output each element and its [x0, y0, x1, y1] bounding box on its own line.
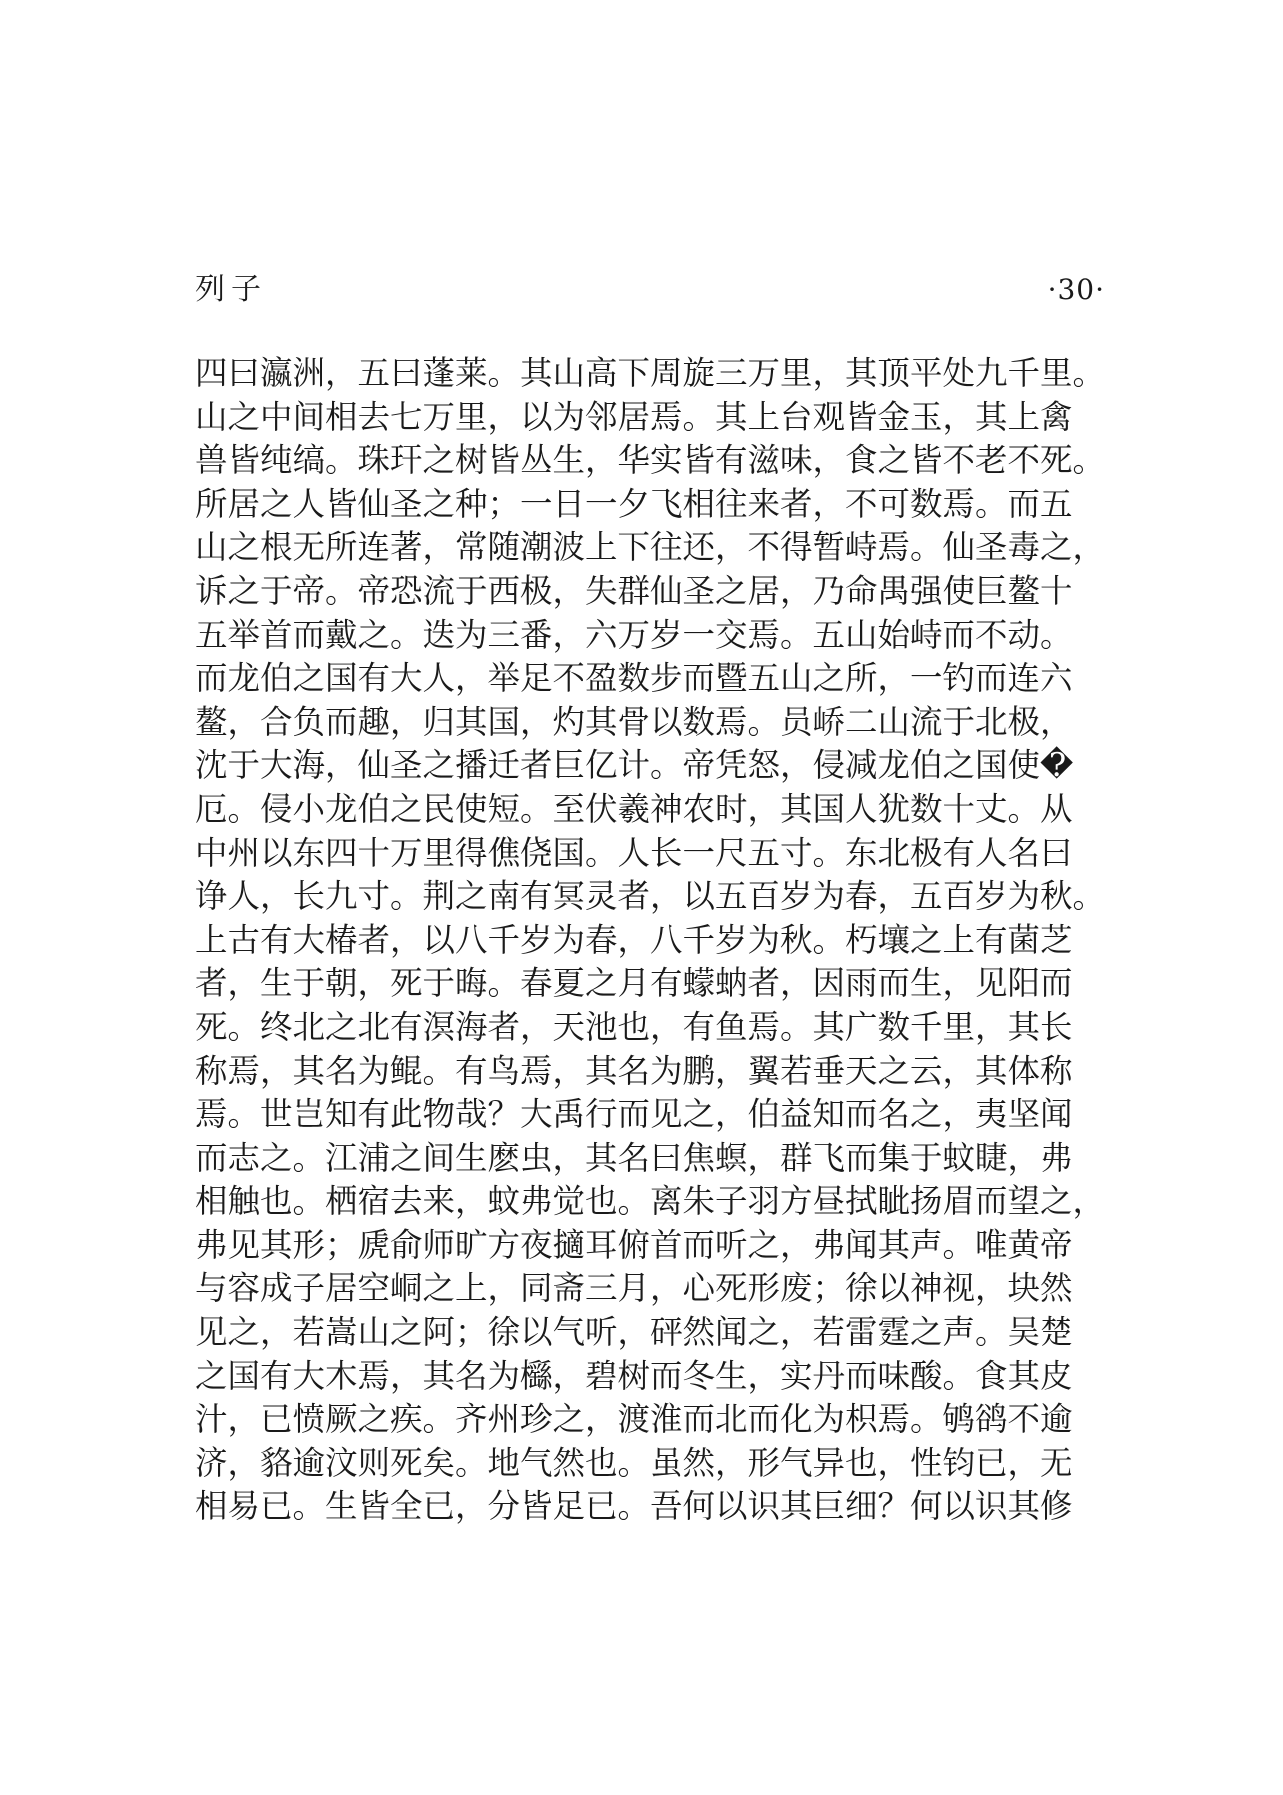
- text-line: 所居之人皆仙圣之种；一日一夕飞相往来者，不可数焉。而五: [195, 484, 1073, 523]
- text-line: 而龙伯之国有大人，举足不盈数步而暨五山之所，一钓而连六: [195, 659, 1073, 698]
- text-line: 诤人，长九寸。荆之南有冥灵者，以五百岁为春，五百岁为秋。: [195, 877, 1106, 916]
- text-line: 死。终北之北有溟海者，天池也，有鱼焉。其广数千里，其长: [195, 1007, 1073, 1046]
- text-line: 相易已。生皆全已，分皆足已。吾何以识其巨细？何以识其修: [195, 1487, 1073, 1526]
- body-text: [195, 352, 1115, 1529]
- text-line: 见之，若嵩山之阿；徐以气听，砰然闻之，若雷霆之声。吴楚: [195, 1313, 1073, 1352]
- text-line: 沈于大海，仙圣之播迁者巨亿计。帝凭怒，侵减龙伯之国使�: [195, 746, 1074, 785]
- text-line: 五举首而戴之。迭为三番，六万岁一交焉。五山始峙而不动。: [195, 615, 1073, 654]
- text-line: 厄。侵小龙伯之民使短。至伏羲神农时，其国人犹数十丈。从: [195, 789, 1073, 828]
- text-line: 相触也。栖宿去来，蚊弗觉也。离朱子羽方昼拭眦扬眉而望之，: [195, 1182, 1106, 1221]
- text-line: 而志之。江浦之间生麽虫，其名曰焦螟，群飞而集于蚊睫，弗: [195, 1138, 1073, 1177]
- page-number: ·30·: [1047, 273, 1105, 306]
- text-line: 称焉，其名为鲲。有鸟焉，其名为鹏，翼若垂天之云，其体称: [195, 1051, 1073, 1090]
- text-line: 弗见其形；虒俞师旷方夜擿耳俯首而听之，弗闻其声。唯黄帝: [195, 1225, 1073, 1264]
- page-header: [195, 270, 1105, 310]
- text-line: 鳌，合负而趣，归其国，灼其骨以数焉。员峤二山流于北极，: [195, 702, 1073, 741]
- text-line: 焉。世岂知有此物哉？大禹行而见之，伯益知而名之，夷坚闻: [195, 1095, 1073, 1134]
- text-line: 之国有大木焉，其名为櫾，碧树而冬生，实丹而味酸。食其皮: [195, 1356, 1073, 1395]
- text-line: 兽皆纯缟。珠玕之树皆丛生，华实皆有滋味，食之皆不老不死。: [195, 441, 1106, 480]
- text-line: 诉之于帝。帝恐流于西极，失群仙圣之居，乃命禺强使巨鳌十: [195, 571, 1073, 610]
- text-line: 汁，已愤厥之疾。齐州珍之，渡淮而北而化为枳焉。鸲鹆不逾: [195, 1400, 1073, 1439]
- text-line: 中州以东四十万里得僬侥国。人长一尺五寸。东北极有人名曰: [195, 833, 1073, 872]
- text-line: 上古有大椿者，以八千岁为春，八千岁为秋。朽壤之上有菌芝: [195, 920, 1073, 959]
- text-line: 与容成子居空峒之上，同斋三月，心死形废；徐以神视，块然: [195, 1269, 1073, 1308]
- text-line: 山之中间相去七万里，以为邻居焉。其上台观皆金玉，其上禽: [195, 397, 1073, 436]
- text-line: 山之根无所连著，常随潮波上下往还，不得暂峙焉。仙圣毒之，: [195, 528, 1106, 567]
- text-line: 济，貉逾汶则死矣。地气然也。虽然，形气异也，性钧已，无: [195, 1443, 1073, 1482]
- text-line: 四曰瀛洲，五曰蓬莱。其山高下周旋三万里，其顶平处九千里。: [195, 354, 1106, 392]
- running-title: 列子: [195, 272, 267, 307]
- text-line: 者，生于朝，死于晦。春夏之月有蠓蚋者，因雨而生，见阳而: [195, 964, 1073, 1003]
